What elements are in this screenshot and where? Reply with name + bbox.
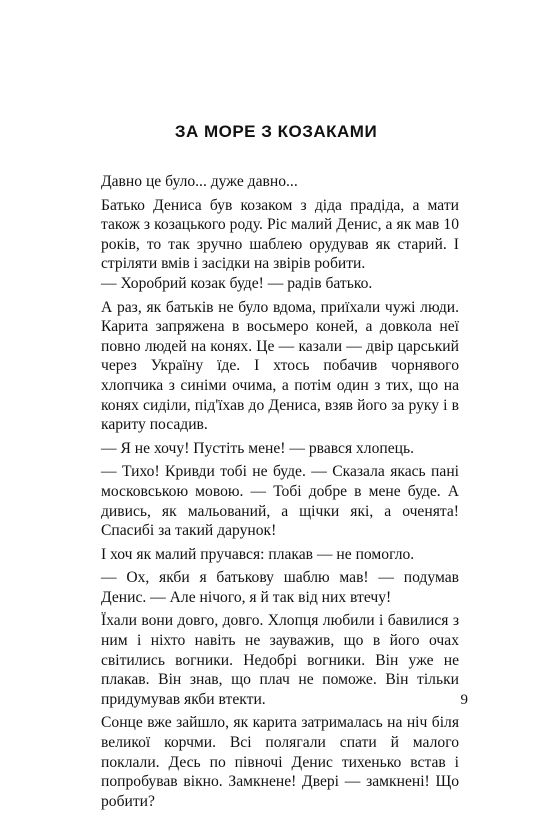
page-number: 9 <box>460 692 468 708</box>
chapter-body <box>101 172 459 815</box>
paragraph: Сонце вже зайшло, як карита затрималась на ніч біля великої корчми. Всі полягали спати й малого поклали. Десь по півночі Денис тихенько встав і попробував вікно. Замкнене! Двері — замкнені! Що робити? <box>101 714 459 810</box>
paragraph: — Хоробрий козак буде! — радів батько. <box>101 274 373 292</box>
paragraph: — Я не хочу! Пустіть мене! — рвався хлопець. <box>101 439 415 457</box>
paragraph: І хоч як малий пручався: плакав — не помогло. <box>101 545 415 563</box>
paragraph: Батько Дениса був козаком з діда прадіда, а мати також з козацького роду. Ріс малий Денис, а як мав 10 років, то так зручно шаблею орудував як старий. І стріляти вмів і засідки на звірів робити. <box>101 196 459 273</box>
paragraph: А раз, як батьків не було вдома, приїхали чужі люди. Карита запряжена в восьмеро коней, а довкола неї повно людей на конях. Це — казали — двір царський через Україну їде. І хтось побачив чорнявого хлопчика з синіми очима, а потім один з тих, що на конях сиділи, під'їхав до Дениса, взяв його за руку і в кариту посадив. <box>101 298 459 434</box>
paragraph: Їхали вони довго, довго. Хлопця любили і бавилися з ним і ніхто навіть не зауважив, що в його очах світились вогники. Недобрі вогники. Він уже не плакав. Він знав, що плач не поможе. Він тільки придумував якби втекти. <box>101 612 459 708</box>
paragraph: Давно це було... дуже давно... <box>101 173 298 190</box>
chapter-title: ЗА МОРЕ З КОЗАКАМИ <box>174 122 378 141</box>
paragraph: — Ох, якби я батькову шаблю мав! — подумав Денис. — Але нічого, я й так від них втечу! <box>101 569 459 606</box>
paragraph: — Тихо! Кривди тобі не буде. — Сказала якась пані московською мовою. — Тобі добре в мене буде. А дивись, як мальований, а щічки які, а оченята! Спасибі за такий дарунок! <box>101 463 459 540</box>
